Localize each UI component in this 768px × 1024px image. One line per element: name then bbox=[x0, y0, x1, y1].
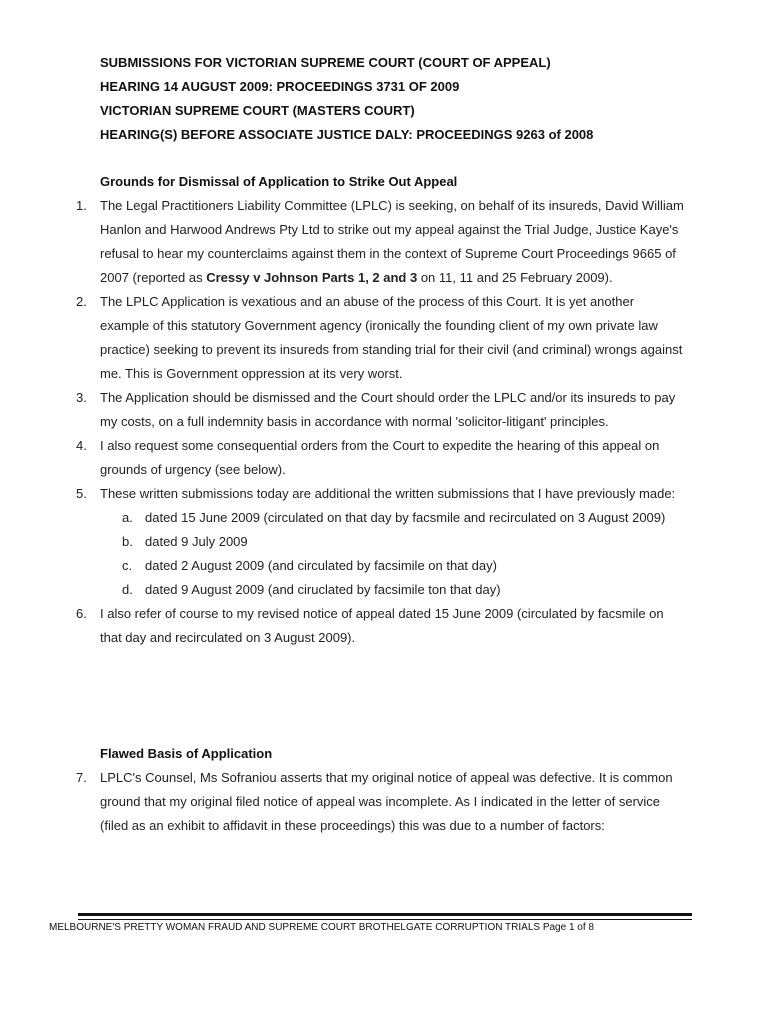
numbered-list-grounds bbox=[0, 194, 768, 650]
numbered-list-flawed-basis bbox=[0, 766, 768, 838]
footer-rule-thick bbox=[78, 913, 692, 916]
list-item-6 bbox=[0, 602, 685, 650]
item-number: 4. bbox=[76, 438, 87, 453]
item-text: These written submissions today are additional the written submissions that I have previously made: bbox=[100, 486, 676, 501]
header-line-4: HEARING(S) BEFORE ASSOCIATE JUSTICE DALY: PROCEEDINGS 9263 of 2008 bbox=[100, 127, 594, 142]
item-text: The LPLC Application is vexatious and an abuse of the process of this Court. It is yet another example of this statutory Government agency (ironically the founding client of my own private law practice) seeking to prevent its insureds from standing trial for their civil (and criminal) wrongs against me. This is Government oppression at its very worst. bbox=[100, 294, 683, 381]
page-footer: MELBOURNE'S PRETTY WOMAN FRAUD AND SUPREME COURT BROTHELGATE CORRUPTION TRIALS Page 1 of 8 bbox=[49, 922, 594, 933]
case-citation: Cressy v Johnson Parts 1, 2 and 3 bbox=[206, 270, 418, 285]
item-number: 1. bbox=[76, 198, 87, 213]
footer-rule-thin bbox=[78, 919, 692, 920]
item-text: The Application should be dismissed and the Court should order the LPLC and/or its insureds to pay my costs, on a full indemnity basis in accordance with normal 'solicitor-litigant' principles. bbox=[100, 390, 676, 429]
sub-item-letter: a. bbox=[122, 510, 133, 525]
sub-item-d bbox=[0, 578, 685, 602]
item-number: 6. bbox=[76, 606, 87, 621]
sub-item-text: dated 9 August 2009 (and ciruclated by facsimile ton that day) bbox=[145, 582, 501, 597]
sub-item-text: dated 15 June 2009 (circulated on that day by facsmile and recirculated on 3 August 2009) bbox=[145, 510, 666, 525]
item-number: 7. bbox=[76, 770, 87, 785]
list-item-3 bbox=[0, 386, 685, 434]
list-item-5 bbox=[0, 482, 685, 506]
section-title-grounds: Grounds for Dismissal of Application to Strike Out Appeal bbox=[100, 174, 458, 189]
item-text: LPLC's Counsel, Ms Sofraniou asserts that my original notice of appeal was defective. It is common ground that my original filed notice of appeal was incomplete. As I indicated in the letter of service (filed as an exhibit to affidavit in these proceedings) this was due to a number of factors: bbox=[100, 770, 673, 833]
section-title-flawed-basis: Flawed Basis of Application bbox=[100, 746, 273, 761]
sub-item-b bbox=[0, 530, 685, 554]
header-line-3: VICTORIAN SUPREME COURT (MASTERS COURT) bbox=[100, 103, 415, 118]
item-text: I also request some consequential orders from the Court to expedite the hearing of this appeal on grounds of urgency (see below). bbox=[100, 438, 660, 477]
sub-item-letter: d. bbox=[122, 582, 133, 597]
item-text-continued: on 11, 11 and 25 February 2009). bbox=[417, 270, 613, 285]
item-text: I also refer of course to my revised notice of appeal dated 15 June 2009 (circulated by facsmile on that day and recirculated on 3 August 2009). bbox=[100, 606, 664, 645]
item-number: 3. bbox=[76, 390, 87, 405]
sub-item-text: dated 9 July 2009 bbox=[145, 534, 248, 549]
item-number: 2. bbox=[76, 294, 87, 309]
item-text: The Legal Practitioners Liability Committee (LPLC) is seeking, on behalf of its insureds, David William Hanlon and Harwood Andrews Pty Ltd to strike out my appeal against the Trial Judge, Justice Kaye's refusal to hear my counterclaims against them in the context of Supreme Court Proceedings 9665 of 2007 (reported as bbox=[100, 198, 684, 285]
list-item-1 bbox=[0, 194, 685, 290]
list-item-2 bbox=[0, 290, 685, 386]
sub-item-a bbox=[0, 506, 685, 530]
sub-item-letter: c. bbox=[122, 558, 133, 573]
sub-item-c bbox=[0, 554, 685, 578]
list-item-7 bbox=[0, 766, 685, 838]
sub-item-letter: b. bbox=[122, 534, 133, 549]
list-item-4 bbox=[0, 434, 685, 482]
item-number: 5. bbox=[76, 486, 87, 501]
header-line-2: HEARING 14 AUGUST 2009: PROCEEDINGS 3731 OF 2009 bbox=[100, 79, 460, 94]
header-line-1: SUBMISSIONS FOR VICTORIAN SUPREME COURT (COURT OF APPEAL) bbox=[100, 55, 551, 70]
sub-item-text: dated 2 August 2009 (and circulated by facsimile on that day) bbox=[145, 558, 497, 573]
